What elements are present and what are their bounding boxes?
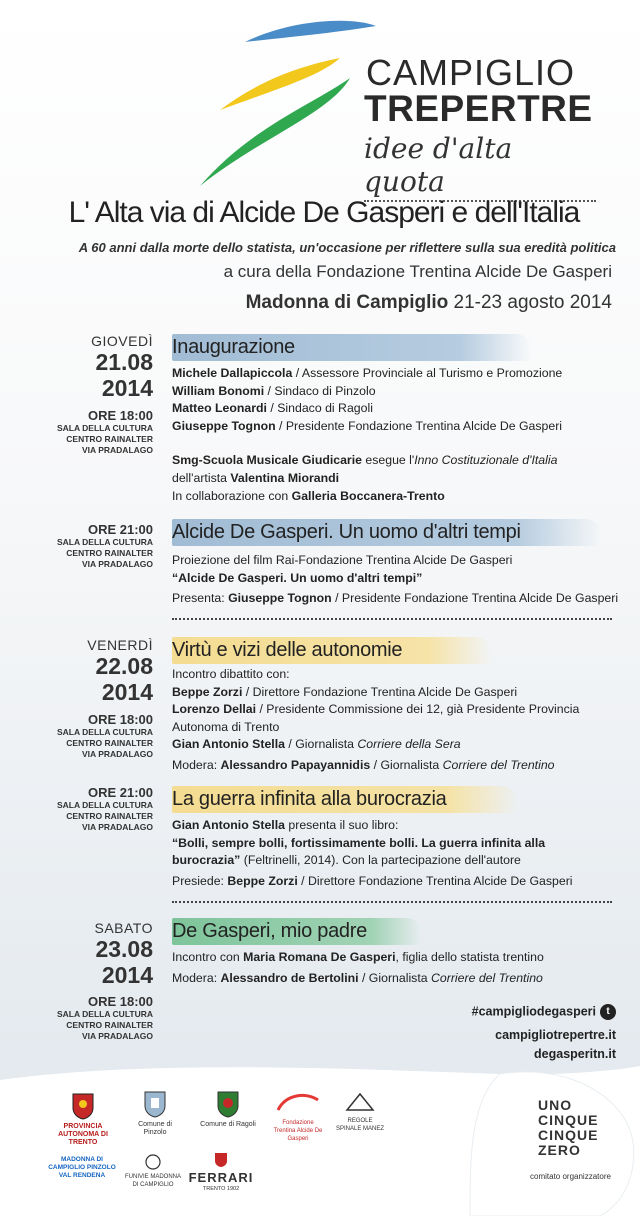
crest-icon [144,1090,166,1118]
event-time: ORE 21:00 [87,785,153,800]
crest-icon [217,1090,239,1118]
event-body-uomo: Proiezione del film Rai-Fondazione Trentina Alcide De Gasperi “Alcide De Gasperi. Un uomo d'altri tempi” Presenta: Giuseppe Tognon / Presidente Fondazione Trentina Alcide De Gasperi [172,553,619,606]
day-year: 2014 [101,962,153,988]
day-name: VENERDÌ [87,637,153,653]
venue-line: VIA PRADALAGO [82,559,153,569]
day-year: 2014 [101,375,153,401]
day-saturday [8,920,153,988]
sponsor-provincia: PROVINCIA AUTONOMA DI TRENTO [48,1092,118,1147]
ferrari-crest-icon [214,1152,228,1168]
tagline: idee d'alta quota [364,132,596,202]
day-date: 21.08 [95,349,153,375]
event-location [8,408,153,456]
venue-line: CENTRO RAINALTER [66,548,153,558]
event-body-autonomie: Incontro dibattito con: Beppe Zorzi / Direttore Fondazione Trentina Alcide De Gasperi Lorenzo Dellai / Presidente Commissione dei 12, già Presidente Provincia Autonoma di Trento Gian Antonio Stella / Giornalista Corriere della Sera Modera: Alessandro Papayannidis / Giornalista Corriere del Trentino [172,667,580,772]
venue-line: SALA DELLA CULTURA [56,423,153,433]
event-time: ORE 18:00 [87,712,153,727]
sponsor-ragoli: Comune di Ragoli [196,1090,260,1129]
venue-line: SALA DELLA CULTURA [56,1009,153,1019]
day-date: 22.08 [95,653,153,679]
site-link-degasperi[interactable]: degasperitn.it [534,1047,616,1061]
event-title-autonomie: Virtù e vizi delle autonomie [172,637,492,664]
day-name: SABATO [94,920,153,936]
event-body-burocrazia: Gian Antonio Stella presenta il suo libro: “Bolli, sempre bolli, fortissimamente bolli. La guerra infinita alla burocrazia” (Feltrinelli, 2014). Con la partecipazione dell'autore Presiede: Beppe Zorzi / Direttore Fondazione Trentina Alcide De Gasperi [172,818,573,888]
sponsor-pinzolo: Comune di Pinzolo [130,1090,180,1137]
venue-line: CENTRO RAINALTER [66,738,153,748]
event-location [8,994,153,1042]
brand-line2: TREPERTRE [364,88,593,129]
venue-line: SALA DELLA CULTURA [56,727,153,737]
hashtag[interactable]: #campigliodegasperi [471,1004,596,1019]
sponsor-ferrari: FERRARI TRENTO 1902 [188,1152,254,1193]
sponsor-funivie: FUNIVIE MADONNA DI CAMPIGLIO [124,1154,182,1189]
page-title: L' Alta via di Alcide De Gasperi e dell'Italia [68,196,580,229]
fondazione-logo-icon [276,1090,320,1116]
footer-sponsors [0,1060,640,1216]
subtitle: A 60 anni dalla morte dello statista, un'occasione per riflettere sulla sua eredità politica [78,240,616,255]
sponsor-madonna: MADONNA DI CAMPIGLIO PINZOLO VAL RENDENA [48,1156,116,1179]
event-title-uomo: Alcide De Gasperi. Un uomo d'altri tempi [172,519,602,546]
event-title-inaugurazione: Inaugurazione [172,334,532,361]
event-title-burocrazia: La guerra infinita alla burocrazia [172,786,518,813]
venue-line: VIA PRADALAGO [82,822,153,832]
site-link-campiglio[interactable]: campigliotrepertre.it [495,1028,616,1042]
divider [172,901,612,903]
sponsor-fondazione: Fondazione Trentina Alcide De Gasperi [272,1090,324,1143]
twitter-icon[interactable]: t [600,1004,616,1020]
crest-icon [72,1092,94,1120]
event-time: ORE 18:00 [87,408,153,423]
swoosh-logo-icon [190,18,380,188]
event-location [8,785,153,833]
brand-line1: CAMPIGLIO [366,52,576,93]
curator: a cura della Fondazione Trentina Alcide De Gasperi [223,262,612,281]
day-date: 23.08 [95,936,153,962]
venue-line: SALA DELLA CULTURA [56,800,153,810]
dates: 21-23 agosto 2014 [453,292,612,313]
sponsor-regole: REGOLE SPINALE MANEZ [336,1090,384,1133]
event-body-padre: Incontro con Maria Romana De Gasperi, figlia dello statista trentino Modera: Alessandro de Bertolini / Giornalista Corriere del Trentino [172,950,544,985]
day-friday [8,637,153,705]
header [0,0,640,198]
venue-line: VIA PRADALAGO [82,445,153,455]
funivie-logo-icon [142,1154,164,1170]
place-date [0,292,612,314]
day-year: 2014 [101,679,153,705]
event-body-inaugurazione: Michele Dallapiccola / Assessore Provinciale al Turismo e Promozione William Bonomi / Sindaco di Pinzolo Matteo Leonardi / Sindaco di Ragoli Giuseppe Tognon / Presidente Fondazione Trentina Alcide De Gasperi Smg-Scuola Musicale Giudicarie esegue l'Inno Costituzionale d'Italia dell'artista Valentina Miorandi In collaborazione con Galleria Boccanera-Trento [172,366,563,503]
venue-line: CENTRO RAINALTER [66,434,153,444]
divider [172,618,612,620]
day-name: GIOVEDÌ [91,333,153,349]
regole-logo-icon [343,1090,377,1114]
event-time: ORE 21:00 [87,522,153,537]
day-thursday [8,333,153,401]
venue-line: SALA DELLA CULTURA [56,537,153,547]
venue-line: VIA PRADALAGO [82,749,153,759]
comitato-caption: comitato organizzatore [530,1172,611,1181]
venue-line: CENTRO RAINALTER [66,811,153,821]
event-location [8,712,153,760]
venue-line: VIA PRADALAGO [82,1031,153,1041]
event-title-padre: De Gasperi, mio padre [172,918,422,945]
venue-line: CENTRO RAINALTER [66,1020,153,1030]
ucz-logo: UNO CINQUE CINQUE ZERO [538,1097,599,1158]
hashtag-row [472,1004,616,1020]
event-time: ORE 18:00 [87,994,153,1009]
place: Madonna di Campiglio [245,292,449,313]
event-location [8,522,153,570]
